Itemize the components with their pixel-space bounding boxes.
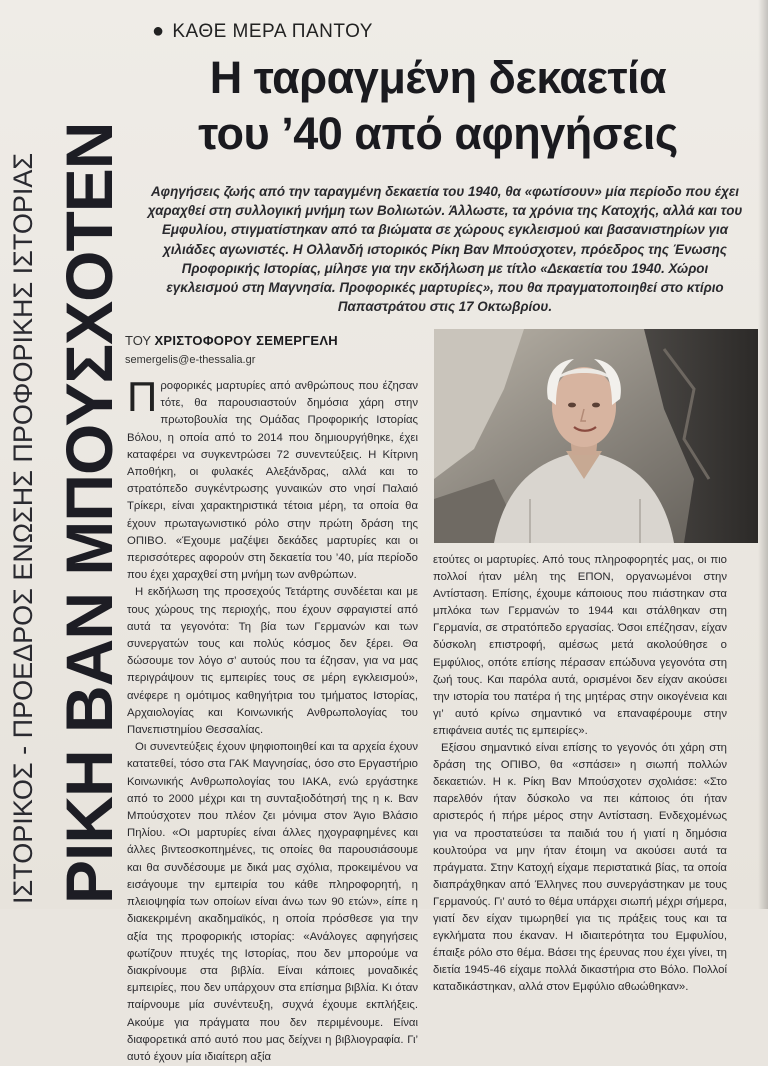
article-paragraph: Η εκδήλωση της προσεχούς Τετάρτης συνδέεται και με τους χώρους της περιοχής, που έχουν σφραγιστεί από αυτά τα γεγονότα: Τη βία των Γερμανών και των συνεργατών τους και πολύς κόσμος δεν ξέρει. Θα δώσουμε τον λόγο σ’ αυτούς που τα έζησαν, για να μας περιγράψουν τις εμπειρίες τους σε μέρη εγκλεισμού», ανέφερε η ομότιμος καθηγήτρια του τμήματος Ιστορίας, Αρχαιολογίας και Κοινωνικής Ανθρωπολογίας του Πανεπιστημίου Θεσσαλίας.: [127, 586, 418, 737]
headline: [118, 50, 758, 162]
byline: [125, 333, 338, 348]
side-subtitle: ΙΣΤΟΡΙΚΟΣ - ΠΡΟΕΔΡΟΣ ΕΝΩΣΗΣ ΠΡΟΦΟΡΙΚΗΣ ΙΣΤΟΡΙΑΣ: [8, 152, 38, 904]
page-fold-shadow: [758, 0, 768, 909]
portrait-photo: [434, 329, 758, 543]
article-column-2: [433, 552, 727, 996]
drop-cap: Π: [127, 373, 158, 420]
headline-line-2: του ’40 από αφηγήσεις: [198, 108, 678, 159]
lead-paragraph: Αφηγήσεις ζωής από την ταραγμένη δεκαετία του 1940, θα «φωτίσουν» μία περίοδο που έχει χαραχθεί στη συλλογική μνήμη των Βολιωτών. Άλλωστε, τα χρόνια της Κατοχής, αλλά και του Εμφυλίου, στιγματίστηκαν από τα βιώματα σε χώρους εγκλεισμού και βασανιστηρίων για χιλιάδες αγωνιστές. Η Ολλανδή ιστορικός Ρίκη Βαν Μπούσχοτεν, πρόεδρος της Ένωσης Προφορικής Ιστορίας, μίλησε για την εκδήλωση με τίτλο «Δεκαετία του 1940. Χώροι εγκλεισμού στη Μαγνησία. Προφορικές μαρτυρίες», που θα πραγματοποιηθεί στο κτίριο Παπαστράτου στις 17 Οκτωβρίου.: [147, 184, 743, 315]
side-title: ΡΙΚΗ ΒΑΝ ΜΠΟΥΣΧΟΤΕΝ: [52, 122, 126, 904]
side-banner: [0, 0, 126, 909]
headline-line-1: Η ταραγμένη δεκαετία: [209, 52, 667, 103]
kicker-text: ΚΑΘΕ ΜΕΡΑ ΠΑΝΤΟΥ: [172, 21, 373, 42]
article-column-1: [127, 373, 418, 1066]
byline-author: ΧΡΙΣΤΟΦΟΡΟΥ ΣΕΜΕΡΓΕΛΗ: [154, 333, 338, 348]
article-paragraph: [127, 373, 418, 584]
byline-prefix: ΤΟΥ: [125, 333, 155, 348]
paragraph-text: ροφορικές μαρτυρίες από ανθρώπους που έζησαν τότε, θα παρουσιαστούν δημόσια χάρη στην πρωτοβουλία της Ομάδας Προφορικής Ιστορίας Βόλου, η οποία από το 2014 που δημιουργήθηκε, έχει καταφέρει να συγκεντρώσει 72 συνεντεύξεις. Η Κίτρινη Αποθήκη, οι φυλακές Αλεξάνδρας, αλλά και το στρατόπεδο συγκέντρωσης γυναικών στο νησί Παλαιό Τρίκερι, είναι χαρακτηριστικά τέτοια μέρη, τα οποία θα έχουν πρωταγωνιστικό ρόλο στην πρώτη δράση της ΟΠΙΒΟ. «Έχουμε μαζέψει δεκάδες μαρτυρίες και οι περισσότερες αφορούν στη δεκαετία του ’40, μία περίοδο που έχει χαραχθεί στη μνήμη των ανθρώπων.: [127, 380, 418, 582]
portrait-illustration: [434, 329, 758, 543]
article-paragraph: ετούτες οι μαρτυρίες. Από τους πληροφορητές μας, οι πιο πολλοί ήταν μέλη της ΕΠΟΝ, οργανωμένοι στην Αντίσταση. Επίσης, έχουμε κάποιους που πιάστηκαν στα μπλόκα των Γερμανών το 1944 και στάλθηκαν στη Γερμανία, σε στρατόπεδο εργασίας. Όσοι επέζησαν, είχαν δύσκολη επιστροφή, αμέσως μετά ακολούθησε ο Εμφύλιος, οπότε επίσης πέρασαν επώδυνα γεγονότα στη ζωή τους. Και παρόλα αυτά, ορισμένοι δεν είχαν ακούσει την ιστορία του πατέρα ή της μητέρας στην οικογένεια και γι’ αυτό κρίνω σημαντικό να επαναφέρουμε στην επιφάνεια αυτές τις εμπειρίες».: [433, 554, 727, 737]
article-paragraph: Οι συνεντεύξεις έχουν ψηφιοποιηθεί και τα αρχεία έχουν κατατεθεί, τόσο στα ΓΑΚ Μαγνησίας, όσο στο Εργαστήριο Κοινωνικής Ανθρωπολογίας του ΙΑΚΑ, ενώ εργάστηκε από το 2000 μέχρι και τη συνταξιοδότησή της η κ. Βαν Μπούσχοτεν που πλέον ζει μόνιμα στον Άγιο Βλάσιο Πηλίου. «Οι μαρτυρίες είναι άλλες ηχογραφημένες και άλλες βιντεοσκοπημένες, τις οποίες θα παρουσιάσουμε και θα συνδέσουμε με δικά μας σχόλια, προκειμένου να εισάγουμε την εμπειρία του κάθε πληροφορητή, η πλειοψηφία των οποίων είναι άνω των 90 ετών», είπε η διακεκριμένη ακαδημαϊκός, η οποία πρόσθεσε για την αξία της προφορικής ιστορίας: «Ανάλογες αφηγήσεις φωτίζουν πτυχές της Ιστορίας, που δεν μπορούμε να διακρίνουμε στα βιβλία. Είναι κάποιες μοναδικές εμπειρίες, που δεν υπάρχουν στα επίσημα βιβλία. Κι όταν παίρνουμε μία συνέντευξη, συχνά έχουμε εκπλήξεις. Ακούμε για πράγματα που δεν περιμένουμε. Είναι διαφορετικά από αυτό που μας δείχνει η βιβλιογραφία. Γι’ αυτό έχουν μία ιδιαίτερη αξία: [127, 741, 418, 1063]
article-paragraph: Εξίσου σημαντικό είναι επίσης το γεγονός ότι χάρη στη δράση της ΟΠΙΒΟ, θα «σπάσει» η σιωπή πολλών δεκαετιών. Η κ. Ρίκη Βαν Μπούσχοτεν σχολιάσε: «Στο παρελθόν ήταν δύσκολο να πει κάποιος ότι ήταν αριστερός ή πήρε μέρος στην Αντίσταση. Ενδεχομένως για να προστατεύσει τα παιδιά του ή γιατί η δημόσια κουλτούρα να μην ήταν έτοιμη να ακούσει αυτά τα πράγματα. Στην Κατοχή είχαμε περιστατικά βίας, τα οποία διαπράχθηκαν από Έλληνες που συνεργάστηκαν με τους Γερμανούς. Γι’ αυτό το θέμα υπάρχει σιωπή μέχρι σήμερα, γιατί δεν είχαν τιμωρηθεί για τις πράξεις τους και τα εγκλήματα που έκαναν. Η ιδιαιτερότητα του Εμφυλίου, έπαιξε ρόλο στο θέμα. Βάσει της έρευνας που έχει γίνει, τη διετία 1945-46 είχαμε πολλά δικαστήρια στο Βόλο. Πολλοί καταδικάστηκαν, αλλά στον Εμφύλιο αθωώθηκαν».: [433, 742, 727, 994]
author-email: semergelis@e-thessalia.gr: [125, 354, 256, 366]
kicker: [152, 20, 373, 43]
bullet-icon: ●: [152, 20, 165, 42]
